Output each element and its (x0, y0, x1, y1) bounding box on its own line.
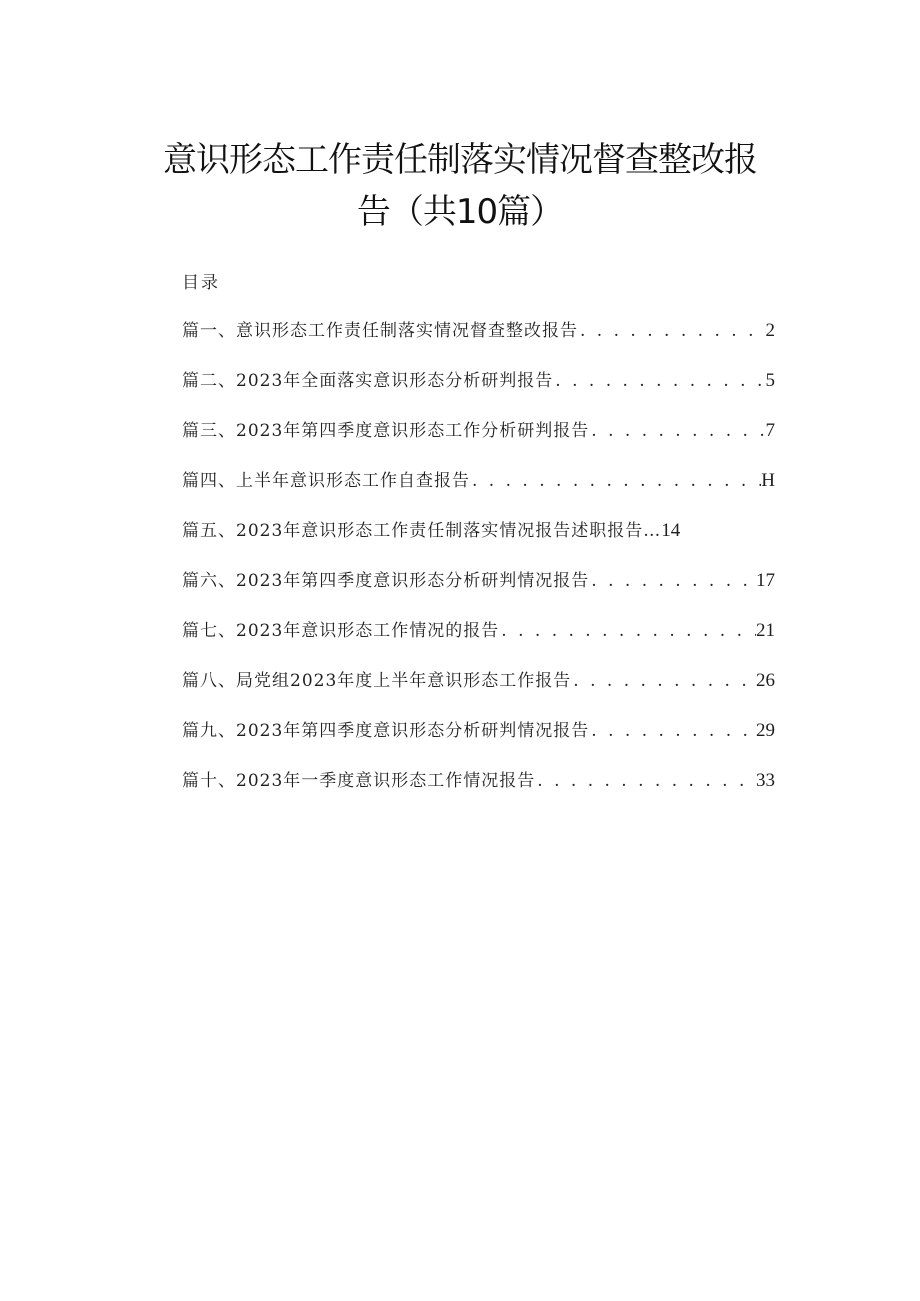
toc-entry-label: 篇九、2023年第四季度意识形态分析研判情况报告 (182, 721, 590, 741)
toc-leader-dots (571, 671, 756, 691)
toc-entry-label: 篇五、2023年意识形态工作责任制落实情况报告述职报告… (182, 521, 662, 541)
toc-entry-label: 篇十、2023年一季度意识形态工作情况报告 (182, 771, 536, 791)
toc-heading: 目录 (182, 273, 220, 293)
toc-entry-label: 篇七、2023年意识形态工作情况的报告 (182, 621, 500, 641)
toc-entry-10[interactable] (182, 766, 775, 816)
toc-entry-label: 篇一、意识形态工作责任制落实情况督查整改报告 (182, 321, 578, 341)
toc-entry-7[interactable] (182, 616, 775, 666)
toc-leader-dots (589, 721, 756, 741)
toc-leader-dots (589, 421, 765, 441)
toc-entry-4[interactable] (182, 466, 775, 516)
toc-leader-dots (578, 321, 766, 341)
toc-entry-2[interactable] (182, 366, 775, 416)
toc-entry-3[interactable] (182, 416, 775, 466)
toc-entry-page: 17 (756, 570, 775, 591)
toc-entry-page: 5 (765, 370, 775, 391)
toc-entry-6[interactable] (182, 566, 775, 616)
toc-entry-label: 篇四、上半年意识形态工作自查报告 (182, 471, 470, 491)
toc-entry-page: 21 (756, 620, 775, 641)
toc-entry-page: 26 (756, 670, 775, 691)
toc-entry-label: 篇二、2023年全面落实意识形态分析研判报告 (182, 371, 554, 391)
toc-entry-label: 篇三、2023年第四季度意识形态工作分析研判报告 (182, 421, 590, 441)
toc-entry-page: 33 (756, 770, 775, 791)
toc-entry-page: 29 (756, 720, 775, 741)
toc-entry-label: 篇八、局党组2023年度上半年意识形态工作报告 (182, 671, 572, 691)
table-of-contents (182, 316, 775, 816)
toc-entry-5[interactable] (182, 516, 775, 566)
toc-entry-8[interactable] (182, 666, 775, 716)
toc-leader-dots (470, 471, 761, 491)
toc-entry-1[interactable] (182, 316, 775, 366)
document-title-line-1: 意识形态工作责任制落实情况督查整改报 (163, 140, 757, 180)
toc-entry-page: 7 (765, 420, 775, 441)
toc-leader-dots (589, 571, 756, 591)
toc-entry-page: H (761, 470, 775, 491)
toc-leader-dots (553, 371, 765, 391)
toc-leader-dots (499, 621, 756, 641)
toc-entry-9[interactable] (182, 716, 775, 766)
toc-entry-page: 2 (765, 320, 775, 341)
toc-entry-page: 14 (661, 520, 681, 541)
document-title-line-2: 告（共10篇） (356, 192, 564, 232)
toc-leader-dots (535, 771, 756, 791)
toc-entry-label: 篇六、2023年第四季度意识形态分析研判情况报告 (182, 571, 590, 591)
